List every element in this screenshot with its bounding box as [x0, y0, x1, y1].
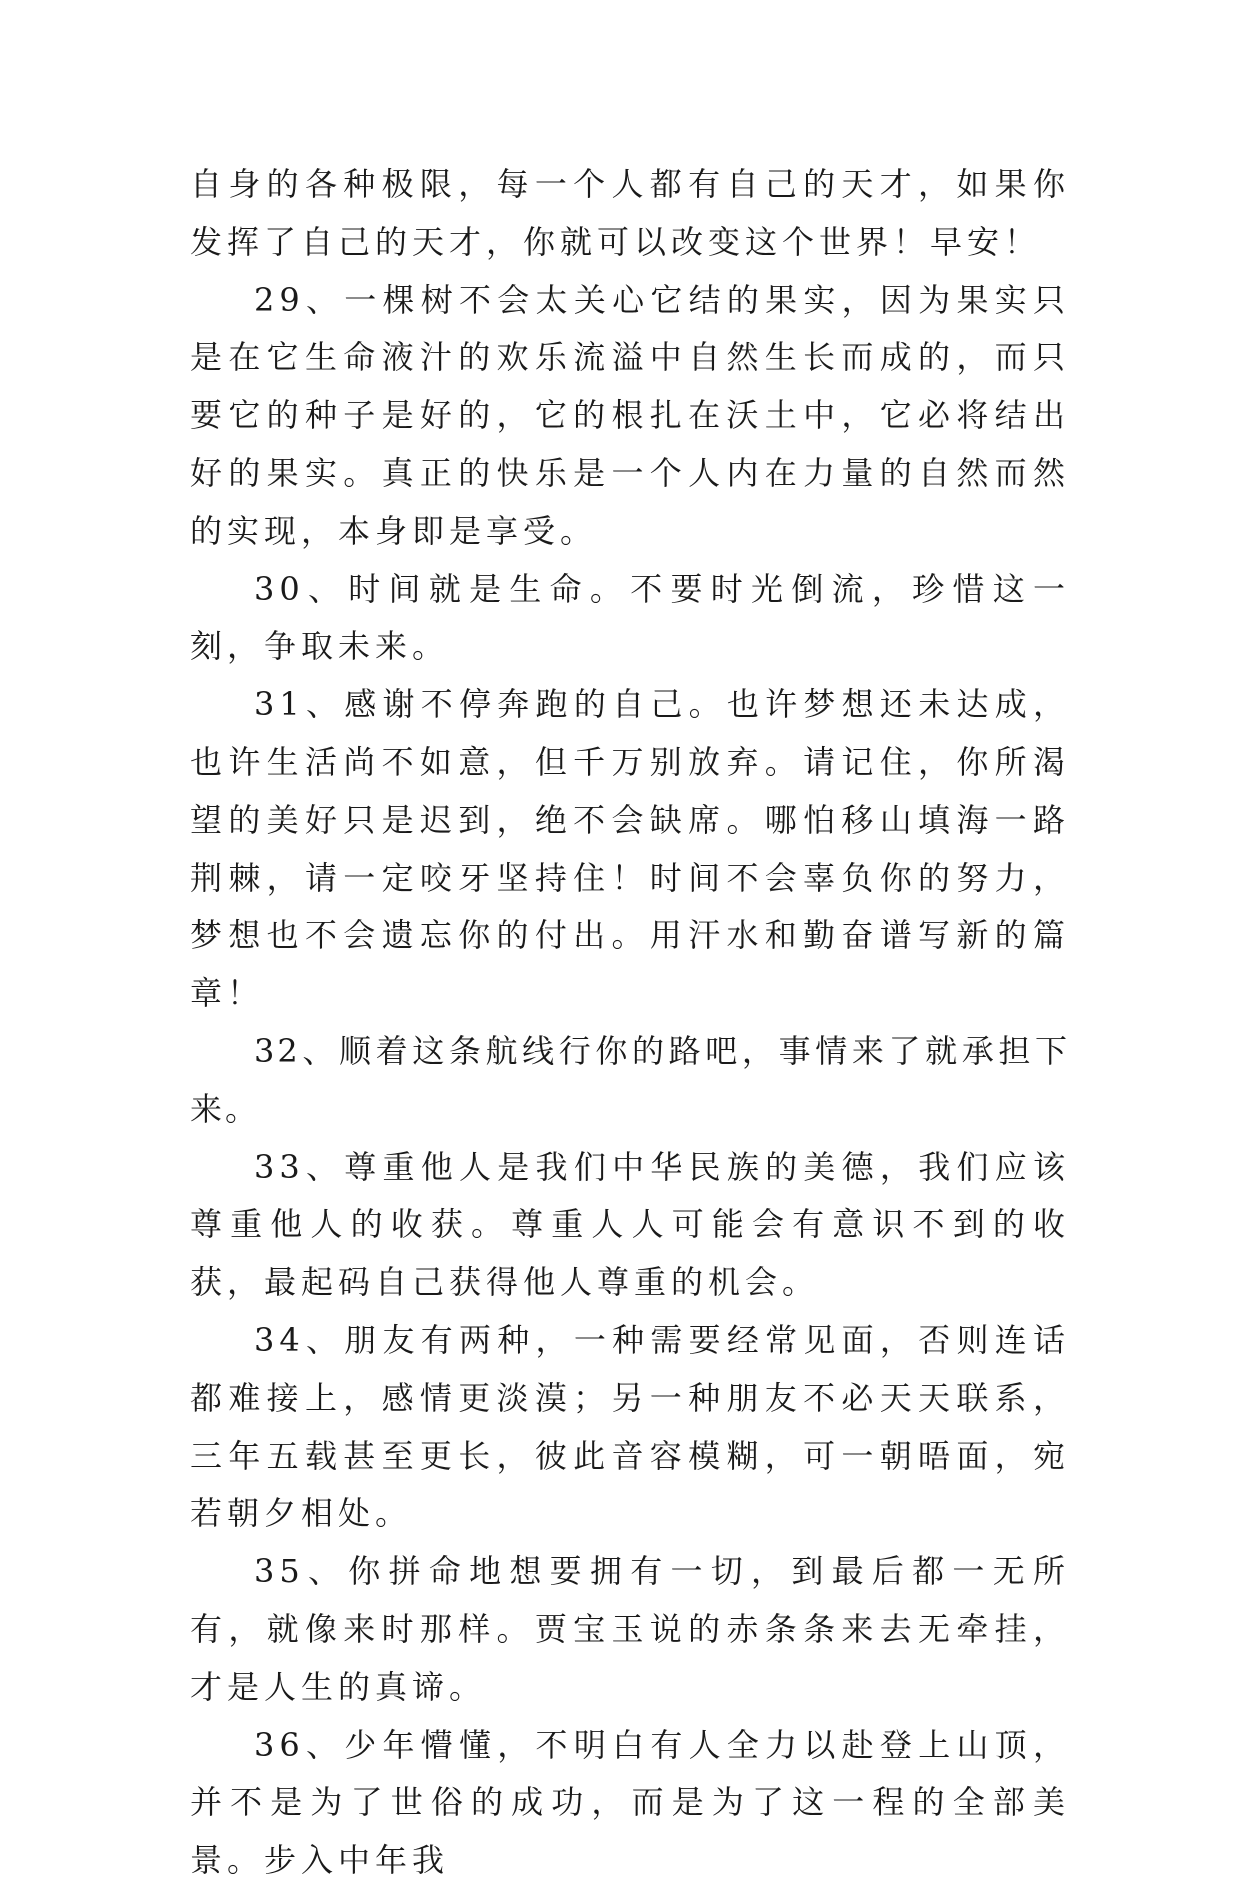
paragraph-31: 31、感谢不停奔跑的自己。也许梦想还未达成，也许生活尚不如意，但千万别放弃。请记住，你所渴望的美好只是迟到，绝不会缺席。哪怕移山填海一路荆棘，请一定咬牙坚持住！时间不会辜负你的努力，梦想也不会遗忘你的付出。用汗水和勤奋谱写新的篇章！: [190, 685, 1070, 1013]
paragraph-34: 34、朋友有两种，一种需要经常见面，否则连话都难接上，感情更淡漠；另一种朋友不必天天联系，三年五载甚至更长，彼此音容模糊，可一朝晤面，宛若朝夕相处。: [190, 1320, 1070, 1533]
document-body: [190, 156, 1070, 1890]
paragraph-36: 36、少年懵懂，不明白有人全力以赴登上山顶，并不是为了世俗的成功，而是为了这一程的全部美景。步入中年我: [190, 1725, 1070, 1880]
paragraph-32: 32、顺着这条航线行你的路吧，事情来了就承担下来。: [190, 1031, 1070, 1128]
paragraph-29: 29、一棵树不会太关心它结的果实，因为果实只是在它生命液汁的欢乐流溢中自然生长而成的，而只要它的种子是好的，它的根扎在沃土中，它必将结出好的果实。真正的快乐是一个人内在力量的自然而然的实现，本身即是享受。: [190, 280, 1070, 550]
paragraph-30: 30、时间就是生命。不要时光倒流，珍惜这一刻，争取未来。: [190, 569, 1070, 666]
paragraph-33: 33、尊重他人是我们中华民族的美德，我们应该尊重他人的收获。尊重人人可能会有意识不到的收获，最起码自己获得他人尊重的机会。: [190, 1147, 1070, 1302]
paragraph-35: 35、你拼命地想要拥有一切，到最后都一无所有，就像来时那样。贾宝玉说的赤条条来去无牵挂，才是人生的真谛。: [190, 1552, 1070, 1706]
paragraph-continued: 自身的各种极限，每一个人都有自己的天才，如果你发挥了自己的天才，你就可以改变这个世界！早安！: [190, 165, 1070, 261]
